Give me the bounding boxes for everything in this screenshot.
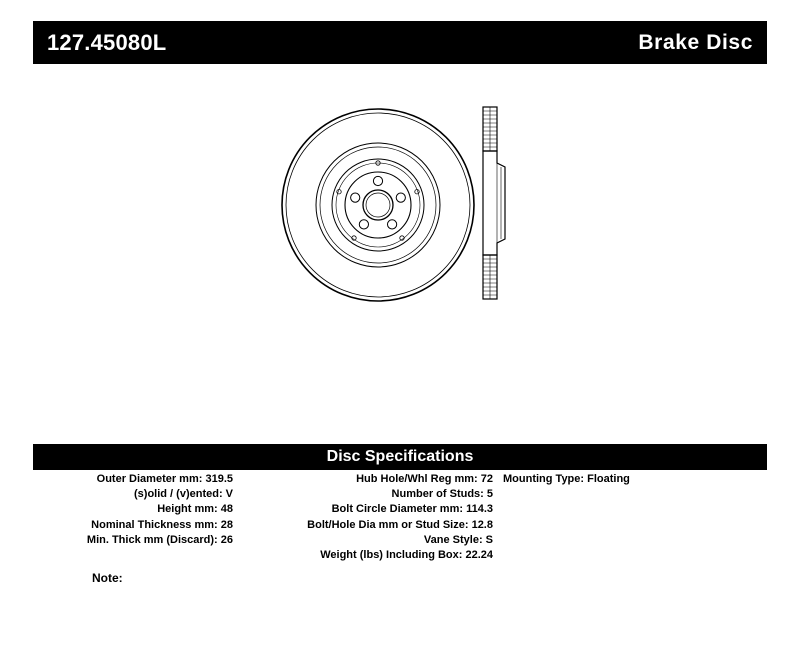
product-type: Brake Disc: [638, 31, 753, 54]
title-bar: [33, 21, 767, 64]
spec-item: Vane Style: S: [423, 533, 493, 546]
spec-item: Bolt/Hole Dia mm or Stud Size: 12.8: [307, 518, 493, 531]
spec-item: Outer Diameter mm: 319.5: [96, 473, 233, 485]
spec-column-middle: [243, 472, 493, 563]
spec-item: Height mm: 48: [157, 503, 233, 516]
spec-item: (s)olid / (v)ented: V: [134, 488, 233, 501]
brake-disc-edge-view: [463, 103, 523, 303]
spec-item: Bolt Circle Diameter mm: 114.3: [331, 503, 493, 516]
spec-section-title: Disc Specifications: [33, 444, 767, 470]
spec-item: Mounting Type: Floating: [503, 473, 630, 485]
brake-disc-face-view: [278, 105, 478, 305]
spec-item: Weight (lbs) Including Box: 22.24: [320, 549, 493, 562]
note-label: Note:: [92, 571, 123, 585]
spec-item: Number of Studs: 5: [391, 488, 493, 501]
spec-item: Nominal Thickness mm: 28: [91, 518, 233, 531]
technical-drawing: [33, 75, 767, 415]
spec-item: Min. Thick mm (Discard): 26: [86, 533, 233, 546]
spec-column-right: [503, 472, 713, 487]
spec-column-left: [33, 472, 233, 548]
spec-table: [33, 472, 767, 592]
spec-item: Hub Hole/Whl Reg mm: 72: [356, 473, 493, 485]
part-number: 127.45080L: [47, 29, 167, 55]
